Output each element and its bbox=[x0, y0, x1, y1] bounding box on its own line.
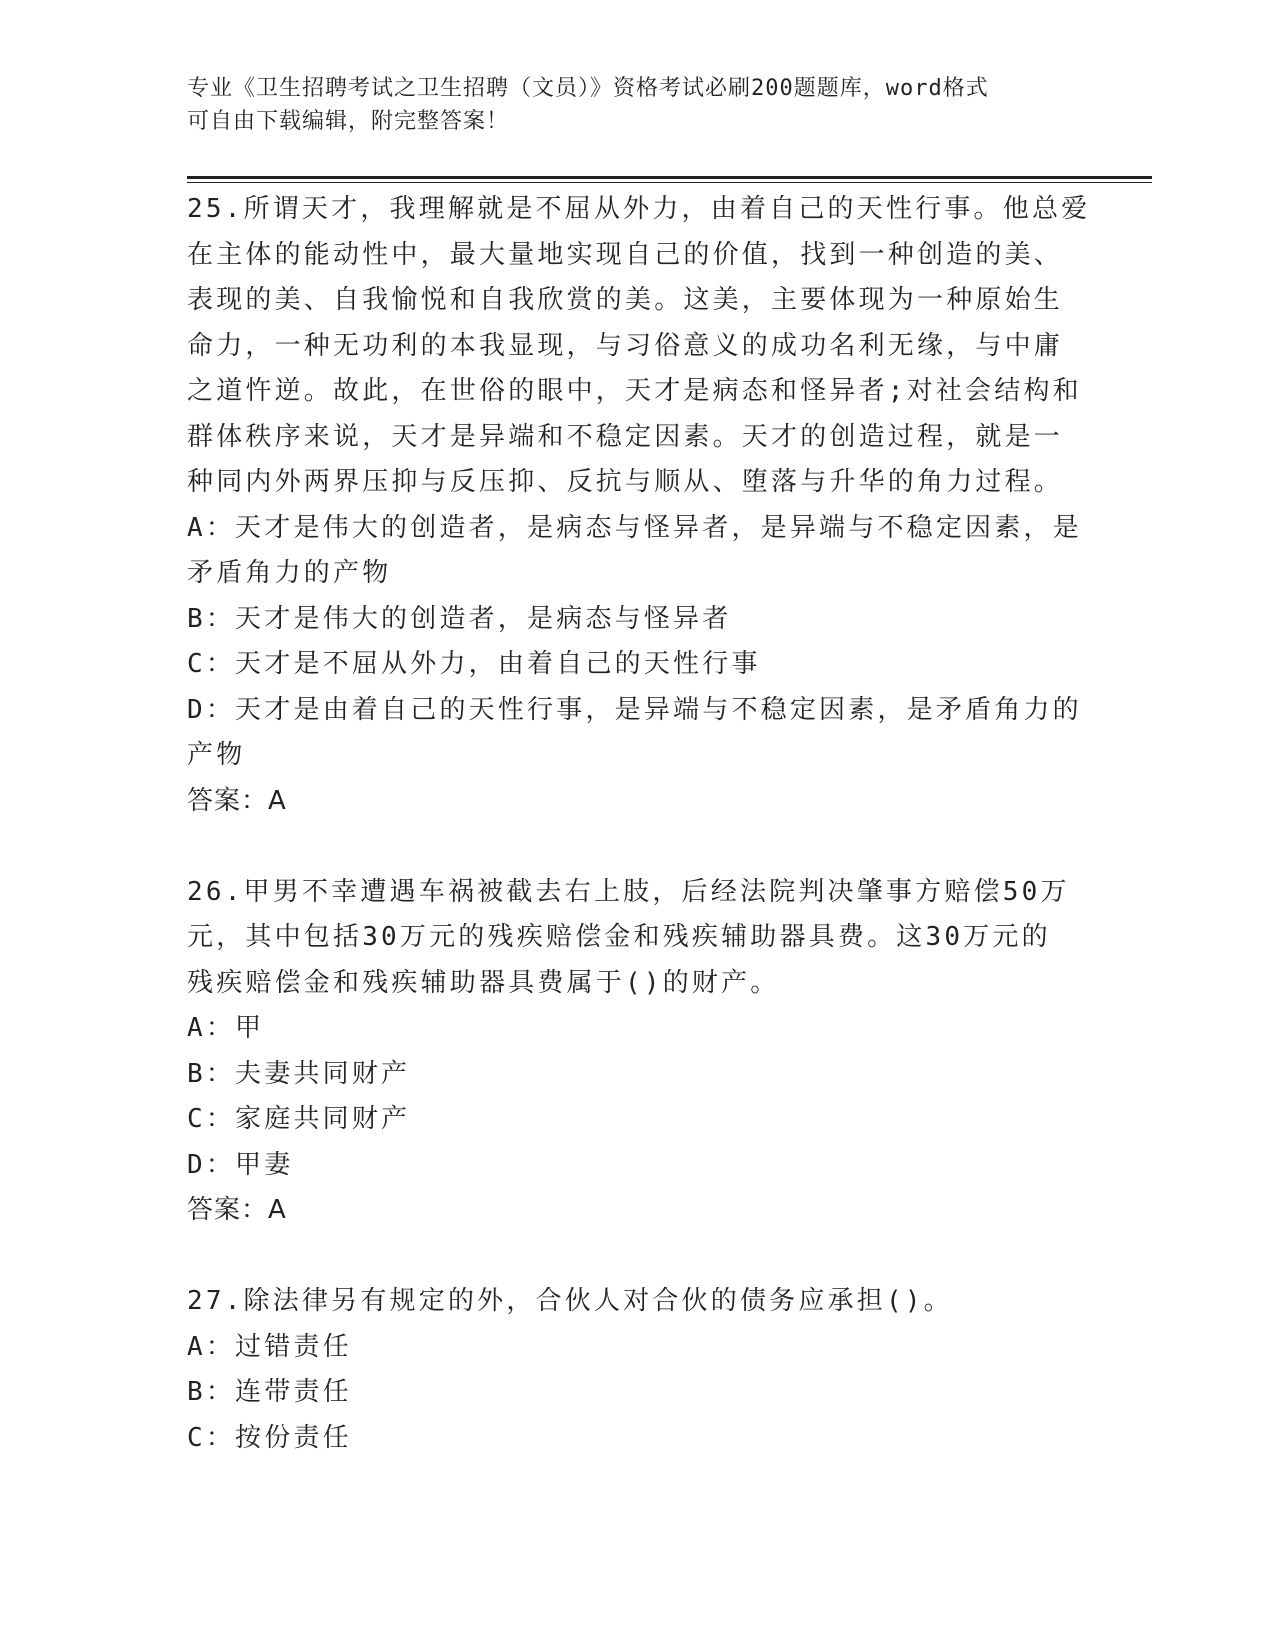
answer-line: 答案：A bbox=[187, 1195, 287, 1225]
question-stem-line: 残疾赔偿金和残疾辅助器具费属于()的财产。 bbox=[187, 967, 780, 998]
question-block bbox=[187, 870, 1087, 1234]
option-line: 矛盾角力的产物 bbox=[187, 558, 392, 588]
header-line: 专业《卫生招聘考试之卫生招聘（文员）》资格考试必刷200题题库，word格式 bbox=[187, 76, 989, 101]
option-line: C：天才是不屈从外力，由着自己的天性行事 bbox=[187, 649, 761, 679]
question-stem-line: 元，其中包括30万元的残疾赔偿金和残疾辅助器具费。这30万元的 bbox=[187, 922, 1051, 952]
option-line: D：天才是由着自己的天性行事，是异端与不稳定因素，是矛盾角力的 bbox=[187, 694, 1082, 725]
document-header bbox=[187, 72, 1077, 138]
option-line: 产物 bbox=[187, 740, 246, 770]
question-block bbox=[187, 187, 1091, 824]
question-stem-line: 种同内外两界压抑与反压抑、反抗与顺从、堕落与升华的角力过程。 bbox=[187, 467, 1064, 497]
option-line: B：天才是伟大的创造者，是病态与怪异者 bbox=[187, 603, 732, 634]
option-line: A：甲 bbox=[187, 1013, 265, 1043]
option-line: B：夫妻共同财产 bbox=[187, 1058, 411, 1089]
option-line: A：过错责任 bbox=[187, 1331, 352, 1362]
question-stem-line: 26.甲男不幸遭遇车祸被截去右上肢，后经法院判决肇事方赔偿50万 bbox=[187, 876, 1070, 907]
option-line: C：家庭共同财产 bbox=[187, 1104, 411, 1134]
option-line: A：天才是伟大的创造者，是病态与怪异者，是异端与不稳定因素，是 bbox=[187, 512, 1082, 543]
option-line: D：甲妻 bbox=[187, 1149, 294, 1180]
question-stem-line: 表现的美、自我愉悦和自我欣赏的美。这美，主要体现为一种原始生 bbox=[187, 285, 1064, 315]
spacer bbox=[187, 1234, 1087, 1280]
question-stem-line: 27.除法律另有规定的外，合伙人对合伙的债务应承担()。 bbox=[187, 1286, 953, 1316]
question-stem-line: 命力，一种无功利的本我显现，与习俗意义的成功名利无缘，与中庸 bbox=[187, 330, 1064, 361]
question-stem-line: 群体秩序来说，天才是异端和不稳定因素。天才的创造过程，就是一 bbox=[187, 421, 1064, 452]
header-line: 可自由下载编辑，附完整答案！ bbox=[187, 109, 510, 134]
question-stem-line: 25.所谓天才，我理解就是不屈从外力，由着自己的天性行事。他总爱 bbox=[187, 194, 1091, 224]
option-line: B：连带责任 bbox=[187, 1377, 352, 1407]
option-line: C：按份责任 bbox=[187, 1422, 352, 1453]
spacer bbox=[187, 824, 1087, 870]
header-divider-thin bbox=[187, 182, 1152, 183]
question-block bbox=[187, 1279, 1087, 1461]
question-stem-line: 在主体的能动性中，最大量地实现自己的价值，找到一种创造的美、 bbox=[187, 239, 1064, 270]
question-list bbox=[187, 187, 1091, 1461]
question-stem-line: 之道忤逆。故此，在世俗的眼中，天才是病态和怪异者;对社会结构和 bbox=[187, 376, 1082, 406]
answer-line: 答案：A bbox=[187, 785, 287, 816]
header-divider-thick bbox=[187, 176, 1152, 179]
